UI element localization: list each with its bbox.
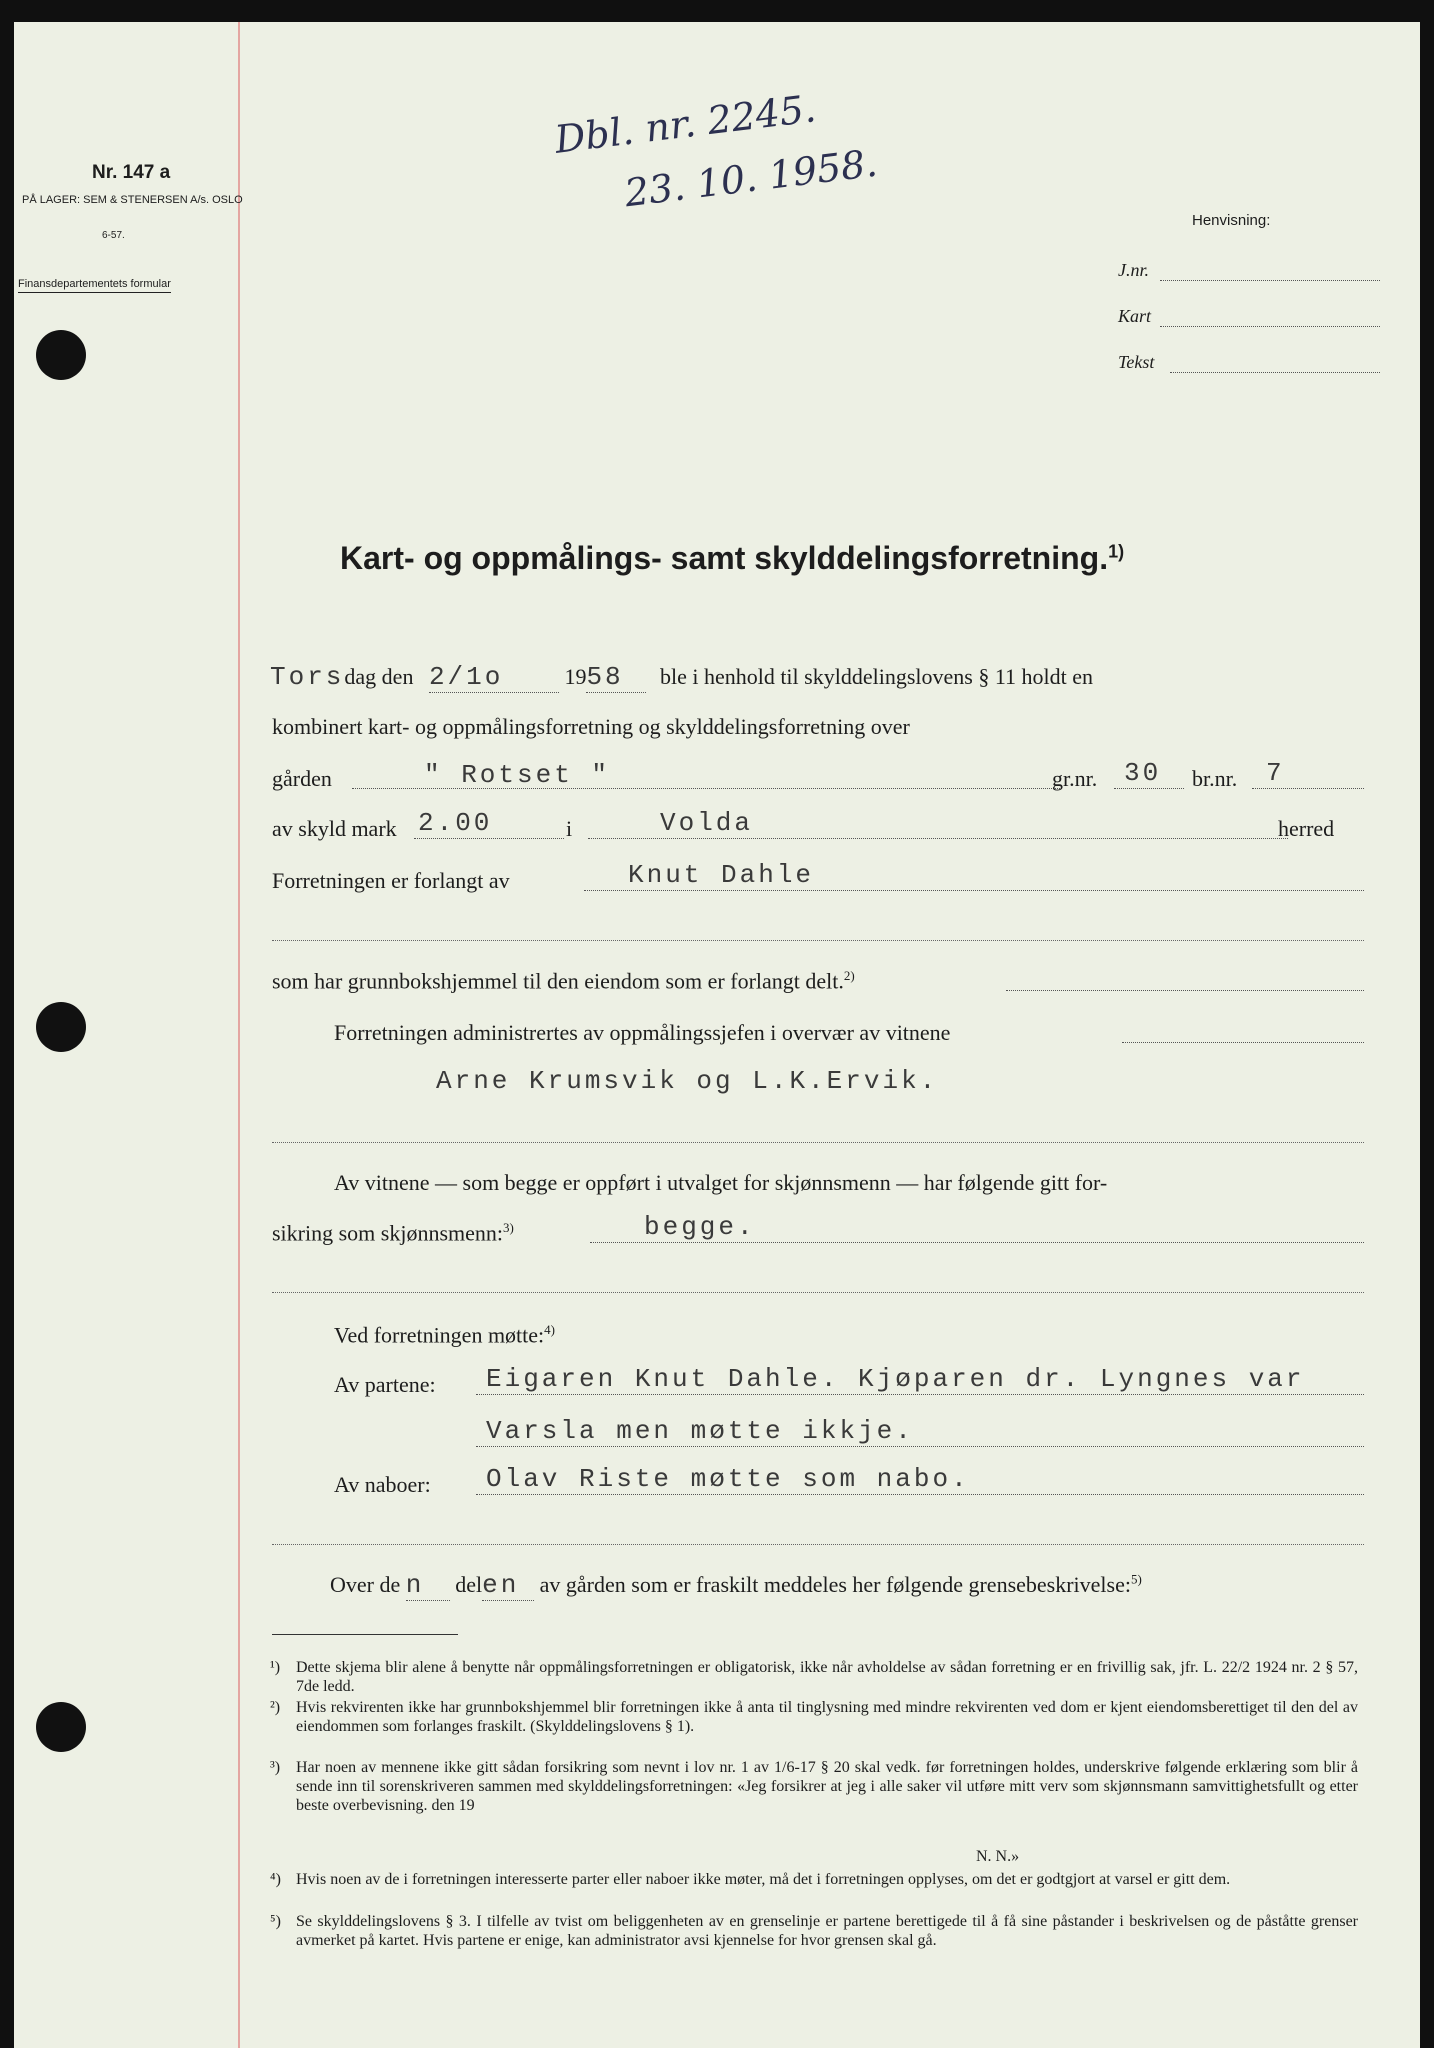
handwritten-date: 23. 10. 1958. bbox=[622, 140, 880, 216]
reference-jnr: J.nr. bbox=[1118, 260, 1149, 280]
document-page bbox=[14, 22, 1420, 2048]
brnr-line bbox=[1252, 788, 1364, 789]
boundary-en: en bbox=[482, 1570, 534, 1601]
footnote-1: ¹) Dette skjema blir alene å benytte når oppmålingsforretningen er obligatorisk, ikke når avholdelse av sådan forretning er en frivillig sak, jfr. L. 22/2 1924 nr. 2 § 57, 7de ledd. bbox=[270, 1659, 1358, 1695]
assurance-line2: sikring som skjønnsmenn:$^{3)}$ bbox=[272, 1220, 514, 1246]
kart-line bbox=[1160, 326, 1380, 327]
partene-line2 bbox=[476, 1446, 1364, 1447]
skyld-value: 2.00 bbox=[418, 808, 493, 838]
i-label: i bbox=[566, 816, 573, 841]
requested-line bbox=[584, 890, 1364, 891]
boundary-line: Over de n delen av gården som er fraskilt meddeles her følgende grensebeskrivelse:$^{5)}$ bbox=[330, 1570, 1142, 1600]
year-value: 58 bbox=[586, 662, 646, 693]
assurance-line bbox=[590, 1242, 1364, 1243]
municipality-line bbox=[588, 838, 1288, 839]
para1-line2: kombinert kart- og oppmålingsforretning og skylddelingsforretning over bbox=[272, 714, 910, 739]
reference-tekst: Tekst bbox=[1118, 352, 1155, 372]
naboer-value: Olav Riste møtte som nabo. bbox=[486, 1464, 970, 1494]
blank-line bbox=[272, 1544, 1364, 1545]
margin-line bbox=[238, 22, 240, 2048]
jnr-line bbox=[1160, 280, 1380, 281]
weekday-value: Tors bbox=[270, 662, 345, 692]
footnote-signature: N. N.» bbox=[976, 1848, 1020, 1865]
grnr-line bbox=[1114, 788, 1184, 789]
form-supplier: PÅ LAGER: SEM & STENERSEN A/s. OSLO bbox=[22, 194, 243, 206]
footnote-separator bbox=[272, 1634, 458, 1635]
requested-label: Forretningen er forlangt av bbox=[272, 868, 510, 893]
hjemmel-text: som har grunnbokshjemmel til den eiendom som er forlangt delt.$^{2)}$ bbox=[272, 968, 855, 994]
brnr-label: br.nr. bbox=[1192, 766, 1238, 791]
witnesses-line bbox=[1122, 1042, 1364, 1043]
witnesses-names: Arne Krumsvik og L.K.Ervik. bbox=[436, 1066, 939, 1096]
tekst-line bbox=[1170, 372, 1380, 373]
assurance-line1: Av vitnene — som begge er oppført i utvalget for skjønnsmenn — har følgende gitt for- bbox=[334, 1170, 1108, 1195]
partene-line1 bbox=[476, 1394, 1364, 1395]
handwritten-record-number: Dbl. nr. 2245. bbox=[552, 86, 819, 162]
punch-hole bbox=[36, 1702, 86, 1752]
grnr-value: 30 bbox=[1124, 758, 1162, 788]
partene-label: Av partene: bbox=[334, 1372, 436, 1397]
naboer-line bbox=[476, 1494, 1364, 1495]
grnr-label: gr.nr. bbox=[1052, 766, 1098, 791]
footnote-3: ³) Har noen av mennene ikke gitt sådan forsikring som nevnt i lov nr. 1 av 1/6-17 § 20 skal vedk. før forretningen holdes, underskrive følgende erklæring som blir å sende inn til sorenskriveren sammen med skylddelingsforretningen: «Jeg forsikrer at jeg i alle saker vil utføre mitt verv som skjønnsmann samvittighetsfullt og etter beste overbevisning. den 19 bbox=[270, 1759, 1358, 1814]
footnote-2: ²) Hvis rekvirenten ikke har grunnbokshjemmel blir forretningen ikke å anta til tinglysning med mindre rekvirenten ved dom er kjent eiendomsberettiget til den del av eiendommen som forlanges fraskilt. (Skylddelingslovens § 1). bbox=[270, 1699, 1358, 1735]
witnesses-label: Forretningen administrertes av oppmålingssjefen i overvær av vitnene bbox=[334, 1020, 951, 1045]
day-line: Torsdag den 2/1o 1958 ble i henhold til skylddelingslovens § 11 holdt en bbox=[270, 662, 1093, 692]
reference-kart: Kart bbox=[1118, 306, 1152, 326]
blank-line bbox=[272, 1142, 1364, 1143]
blank-line bbox=[272, 1292, 1364, 1293]
punch-hole bbox=[36, 330, 86, 380]
date-value: 2/1o bbox=[429, 662, 559, 693]
partene-value-line1: Eigaren Knut Dahle. Kjøparen dr. Lyngnes var bbox=[486, 1364, 1305, 1394]
skyld-line bbox=[414, 838, 564, 839]
skyld-label: av skyld mark bbox=[272, 816, 397, 841]
municipality-value: Volda bbox=[660, 808, 754, 838]
reference-heading: Henvisning: bbox=[1192, 212, 1271, 229]
document-title: Kart- og oppmålings- samt skylddelingsforretning.$^{1)}$ bbox=[340, 540, 1125, 576]
attendance-label: Ved forretningen møtte:$^{4)}$ bbox=[334, 1322, 556, 1348]
herred-label: herred bbox=[1278, 816, 1335, 841]
garden-label: gården bbox=[272, 766, 332, 791]
hjemmel-line bbox=[1006, 990, 1364, 991]
boundary-n: n bbox=[406, 1570, 450, 1601]
form-edition: 6-57. bbox=[102, 230, 125, 241]
brnr-value: 7 bbox=[1266, 758, 1285, 788]
blank-line bbox=[272, 940, 1364, 941]
farm-name: " Rotset " bbox=[424, 760, 611, 790]
assurance-value: begge. bbox=[644, 1212, 756, 1242]
footnote-5: ⁵) Se skylddelingslovens § 3. I tilfelle av tvist om beliggenheten av en grenselinje er partene berettigede til å få sine påstander i beskrivelsen og de påståtte grenser avmerket på kartet. Hvis partene er enige, kan administrator avsi kjennelse for hvor grensen skal gå. bbox=[270, 1913, 1358, 1949]
requested-by-value: Knut Dahle bbox=[628, 860, 815, 890]
form-number: Nr. 147 a bbox=[92, 162, 171, 183]
partene-value-line2: Varsla men møtte ikkje. bbox=[486, 1416, 914, 1446]
footnote-4: ⁴) Hvis noen av de i forretningen interesserte parter eller naboer ikke møter, må det i forretningen opplyses, om det er godtgjort at varsel er gitt dem. bbox=[270, 1871, 1231, 1888]
naboer-label: Av naboer: bbox=[334, 1472, 431, 1497]
form-ministry: Finansdepartementets formular bbox=[18, 278, 171, 293]
punch-hole bbox=[36, 1002, 86, 1052]
